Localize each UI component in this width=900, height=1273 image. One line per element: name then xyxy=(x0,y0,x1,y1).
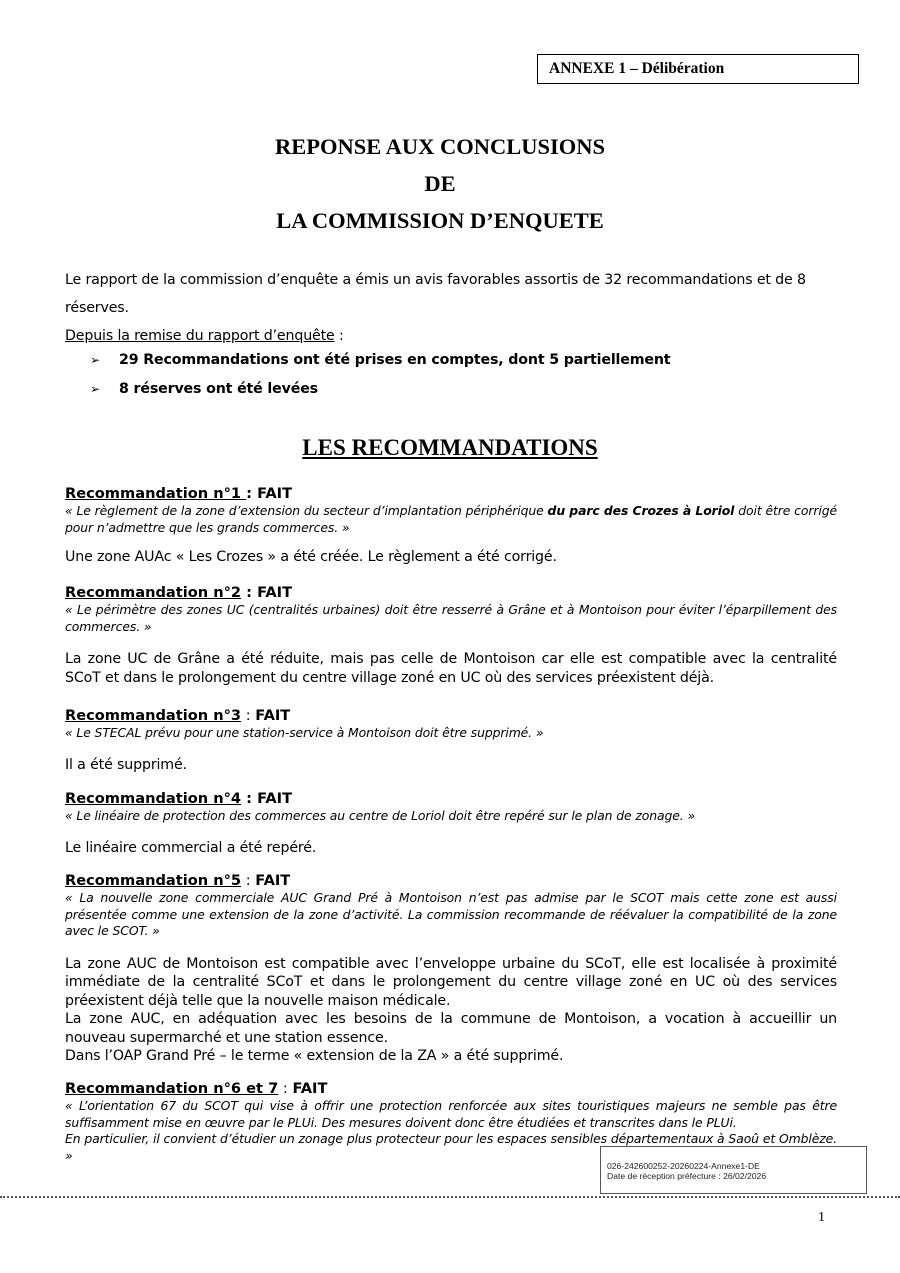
heading-separator: : xyxy=(241,790,258,807)
title-line-2: DE xyxy=(424,171,456,196)
recommendation-quote: « Le périmètre des zones UC (centralités urbaines) doit être resserré à Grâne et à Montoison pour éviter l’éparpillement des commerces. » xyxy=(65,602,837,634)
recommendation-heading xyxy=(65,485,837,503)
heading-separator: : xyxy=(241,584,258,601)
recommendation-answer: Le linéaire commercial a été repéré. xyxy=(65,839,317,856)
heading-separator: : xyxy=(246,485,258,502)
answer-line: Dans l’OAP Grand Pré – le terme « extension de la ZA » a été supprimé. xyxy=(65,1048,564,1064)
prefecture-receipt-stamp xyxy=(600,1146,867,1194)
recommendation-heading xyxy=(65,1080,837,1098)
annexe-label: ANNEXE 1 – Délibération xyxy=(549,60,725,77)
quote-emphasis: du parc des Crozes à Loriol xyxy=(547,503,735,518)
recommendation-5 xyxy=(65,872,837,1066)
recommendation-quote: « Le linéaire de protection des commerces au centre de Loriol doit être repéré sur le plan de zonage. » xyxy=(65,808,695,823)
page-number: 1 xyxy=(818,1210,825,1225)
intro-text: Le rapport de la commission d’enquête a émis un avis favorables assortis de 32 recommandations et de 8 réserves. xyxy=(65,272,806,316)
recommendation-heading xyxy=(65,707,837,725)
stamp-line-obscured xyxy=(607,1150,866,1161)
page-title xyxy=(0,128,880,239)
since-label: Depuis la remise du rapport d’enquête xyxy=(65,328,335,344)
recommendation-3 xyxy=(65,707,837,774)
recommendation-answer: Il a été supprimé. xyxy=(65,756,187,773)
summary-bullets xyxy=(90,346,850,404)
bullet-item xyxy=(90,346,850,375)
recommendation-status: FAIT xyxy=(292,1080,328,1097)
recommendation-label: Recommandation n°4 xyxy=(65,790,242,807)
recommendation-status: FAIT xyxy=(255,872,291,889)
recommendation-1 xyxy=(65,485,837,567)
recommendation-answer: La zone UC de Grâne a été réduite, mais pas celle de Montoison car elle est compatible avec la centralité SCoT et dans le prolongement du centre village zoné en UC où des services préexistent déjà. xyxy=(65,651,837,686)
heading-separator: : xyxy=(278,1080,293,1097)
recommendation-quote: « La nouvelle zone commerciale AUC Grand Pré à Montoison n’est pas admise par le SCOT mais cette zone est aussi présentée comme une extension de la zone d’activité. La commission recommande de réévaluer la compatibilité de la zone avec le SCOT. » xyxy=(65,890,837,938)
stamp-reception-date: Date de réception préfecture : 26/02/2026 xyxy=(607,1171,767,1181)
bullet-text: 29 Recommandations ont été prises en comptes, dont 5 partiellement xyxy=(119,352,671,368)
recommendation-4 xyxy=(65,790,837,857)
recommendation-quote: « Le STECAL prévu pour une station-service à Montoison doit être supprimé. » xyxy=(65,725,544,740)
bullet-text: 8 réserves ont été levées xyxy=(119,381,318,397)
recommendation-answer: Une zone AUAc « Les Crozes » a été créée. Le règlement a été corrigé. xyxy=(65,549,557,565)
recommendation-label: Recommandation n°1 xyxy=(65,485,247,502)
quote-text: doit être corrigé pour n’admettre que les grands commerces. » xyxy=(65,503,837,535)
quote-text: « Le règlement de la zone d’extension du secteur d’implantation périphérique xyxy=(65,503,548,518)
recommendation-heading xyxy=(65,584,837,602)
arrow-bullet-icon: ➢ xyxy=(90,382,100,396)
stamp-reference: 026-242600252-20260224-Annexe1-DE xyxy=(607,1160,760,1171)
answer-line: La zone AUC, en adéquation avec les besoins de la commune de Montoison, a vocation à accueillir un nouveau supermarché et une station essence. xyxy=(65,1011,837,1046)
intro-paragraph xyxy=(65,266,845,350)
recommendation-quote xyxy=(65,503,837,536)
recommendation-status: FAIT xyxy=(257,485,293,502)
since-suffix: : xyxy=(334,328,344,344)
section-title: LES RECOMMANDATIONS xyxy=(302,435,598,460)
annexe-label-box xyxy=(537,54,859,84)
arrow-bullet-icon: ➢ xyxy=(90,353,100,367)
recommendation-status: FAIT xyxy=(257,584,293,601)
recommendation-label: Recommandation n°6 et 7 xyxy=(65,1080,279,1097)
heading-separator: : xyxy=(241,707,256,724)
heading-separator: : xyxy=(241,872,256,889)
title-line-3: LA COMMISSION D’ENQUETE xyxy=(276,208,604,233)
recommendation-status: FAIT xyxy=(255,707,291,724)
recommendation-label: Recommandation n°5 xyxy=(65,872,242,889)
title-line-1: REPONSE AUX CONCLUSIONS xyxy=(274,134,606,159)
bullet-item xyxy=(90,375,850,404)
recommendation-2 xyxy=(65,584,837,687)
recommendation-heading xyxy=(65,790,837,808)
recommendation-heading xyxy=(65,872,837,890)
recommendation-label: Recommandation n°2 xyxy=(65,584,242,601)
quote-line: En particulier, il convient d’étudier un zonage plus protecteur pour les espaces sensibles départementaux à Saoû et Omblèze. » xyxy=(65,1131,837,1163)
footer-divider xyxy=(0,1196,900,1198)
quote-line: « L’orientation 67 du SCOT qui vise à offrir une protection renforcée aux sites touristiques majeurs ne semble pas être suffisamment mise en œuvre par le PLUi. Des mesures doivent donc être étudiées et transcrites dans le PLUi. xyxy=(65,1098,837,1130)
answer-line: La zone AUC de Montoison est compatible avec l’enveloppe urbaine du SCoT, elle est localisée à proximité immédiate de la centralité SCoT et dans le prolongement du centre village zoné en UC où des services préexistent déjà telle que la nouvelle maison médicale. xyxy=(65,955,837,1009)
recommendation-answer xyxy=(65,955,837,1066)
recommendation-status: FAIT xyxy=(257,790,293,807)
recommendation-label: Recommandation n°3 xyxy=(65,707,242,724)
